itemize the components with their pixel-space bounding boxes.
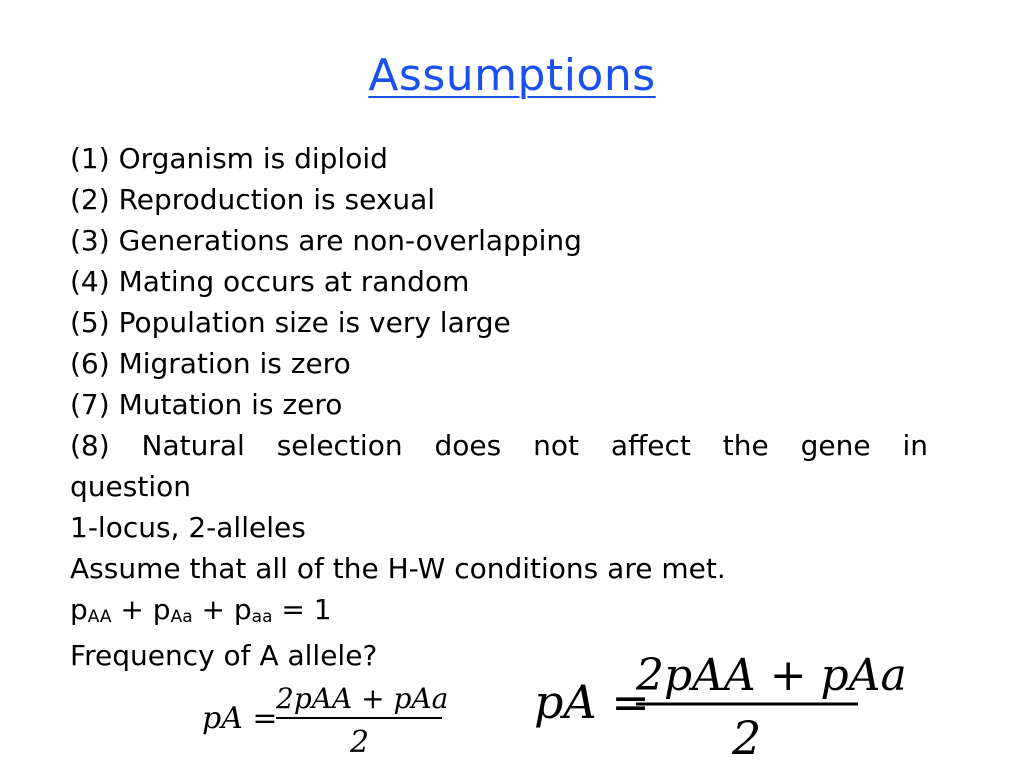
hw-conditions-text: Assume that all of the H-W conditions are met.: [70, 552, 726, 585]
formula-left-numerator: 2pAA + pAa: [276, 682, 449, 715]
sum-sub-aa-mixed: Aa: [170, 607, 193, 627]
sum-sub-aa-upper: AA: [87, 607, 112, 627]
formula-right-lhs: pA =: [534, 675, 650, 729]
sum-plus2: + p: [192, 593, 252, 626]
sum-equation: [70, 589, 928, 635]
assumption-item-8: [70, 425, 928, 507]
formula-right-numerator: 2pAA + pAa: [636, 650, 907, 701]
assumption-item: (7) Mutation is zero: [70, 388, 343, 421]
formula-left-denominator: 2: [350, 725, 370, 760]
assumption-item: (6) Migration is zero: [70, 347, 351, 380]
formula-left-lhs: pA =: [202, 701, 278, 736]
formula-right-denominator: 2: [732, 711, 762, 765]
assumption-8-line1: (8) Natural selection does not affect the gene in: [70, 429, 928, 462]
question-text: Frequency of A allele?: [70, 639, 378, 672]
assumption-item: (1) Organism is diploid: [70, 142, 388, 175]
sum-sub-aa-lower: aa: [251, 607, 273, 627]
slide-title: Assumptions: [368, 50, 656, 101]
assumption-item: (3) Generations are non-overlapping: [70, 224, 582, 257]
assumption-item: (2) Reproduction is sexual: [70, 183, 436, 216]
assumptions-body: [70, 138, 928, 676]
assumption-item: (5) Population size is very large: [70, 306, 511, 339]
locus-text: 1-locus, 2-alleles: [70, 511, 306, 544]
assumption-8-line2: question: [70, 470, 191, 503]
formula-right: [532, 648, 907, 765]
formula-left: [200, 680, 450, 760]
sum-plus1: + p: [111, 593, 171, 626]
assumption-item: (4) Mating occurs at random: [70, 265, 470, 298]
sum-p: p: [70, 593, 88, 626]
sum-equals: = 1: [272, 593, 332, 626]
